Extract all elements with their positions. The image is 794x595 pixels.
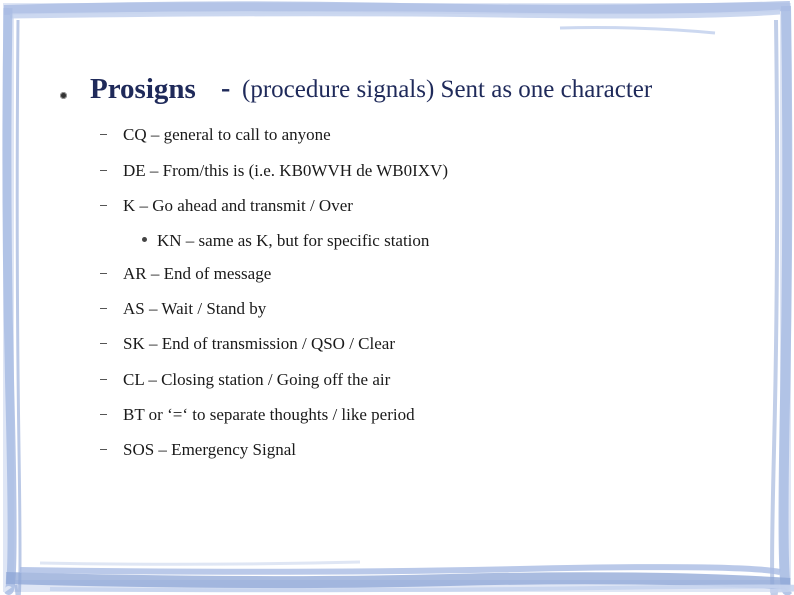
list-item-text: K – Go ahead and transmit / Over (123, 196, 353, 215)
dash-bullet-icon (100, 134, 107, 135)
dash-bullet-icon (100, 308, 107, 309)
list-item-text: BT or ‘=‘ to separate thoughts / like period (123, 405, 415, 424)
list-item-text: SOS – Emergency Signal (123, 440, 296, 459)
dash-bullet-icon (100, 414, 107, 415)
list-item-text: AR – End of message (123, 264, 272, 283)
dash-bullet-icon (100, 170, 107, 171)
dash-bullet-icon (100, 205, 107, 206)
sub-list-item-text: KN – same as K, but for specific station (157, 231, 430, 250)
title-bullet-icon (60, 92, 67, 99)
list-item-text: CQ – general to call to anyone (123, 125, 331, 144)
list-item-text: SK – End of transmission / QSO / Clear (123, 334, 395, 353)
dash-bullet-icon (100, 343, 107, 344)
dash-bullet-icon (100, 449, 107, 450)
slide-title-keyword: Prosigns (90, 73, 196, 105)
list-item-text: DE – From/this is (i.e. KB0WVH de WB0IXV) (123, 161, 449, 180)
slide-title-description: (procedure signals) Sent as one character (242, 76, 653, 103)
list-item-text: AS – Wait / Stand by (123, 299, 267, 318)
dot-bullet-icon (142, 237, 147, 242)
dash-bullet-icon (100, 273, 107, 274)
dash-bullet-icon (100, 379, 107, 380)
slide-title-separator: - (221, 73, 231, 104)
list-item-text: CL – Closing station / Going off the air (123, 370, 391, 389)
